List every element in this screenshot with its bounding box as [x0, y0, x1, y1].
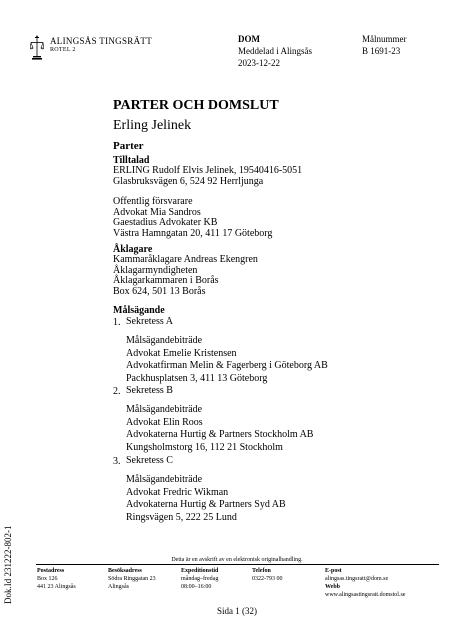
counsel-line: Målsägandebiträde [126, 335, 203, 346]
footer-value: Alingsås [108, 584, 129, 590]
counsel-line: Ringsvägen 5, 222 25 Lund [126, 511, 237, 523]
defender-line: Advokat Mia Sandros [113, 206, 201, 218]
page-title: PARTER OCH DOMSLUT [113, 98, 279, 113]
footer-postal-address [37, 567, 76, 591]
prosecutor-line: Åklagarmyndigheten [113, 264, 198, 276]
issued-at: Meddelad i Alingsås [238, 46, 312, 56]
plaintiffs-heading: Målsägande [113, 305, 165, 316]
footer-label: Postadress [37, 568, 65, 574]
footer-value: 08:00–16:00 [181, 584, 212, 590]
footer-divider [36, 564, 439, 565]
counsel-line: Advokatfirman Melin & Fagerberg i Göteborg AB [126, 360, 328, 371]
court-name: ALINGSÅS TINGSRÄTT [50, 36, 152, 46]
counsel-line: Packhusplatsen 3, 411 13 Göteborg [126, 372, 268, 384]
footer-phone [252, 567, 283, 583]
counsel-line: Advokaterna Hurtig & Partners Syd AB [126, 499, 286, 510]
prosecutor-line: Box 624, 501 13 Borås [113, 285, 206, 297]
defendant-line: ERLING Rudolf Elvis Jelinek, 19540416-5051 [113, 165, 303, 176]
plaintiff-number: 3. [113, 456, 121, 467]
document-id: Dok.Id 231222-802-1 [3, 525, 13, 604]
footer-contact [325, 567, 405, 599]
plaintiff-number: 1. [113, 317, 121, 328]
defendant-line: Glasbruksvägen 6, 524 92 Herrljunga [113, 175, 264, 187]
case-number-label: Målnummer [362, 34, 407, 44]
plaintiff-counsel-block [126, 475, 286, 523]
prosecutor-line: Kammaråklagare Andreas Ekengren [113, 254, 258, 265]
counsel-line: Kungsholmstorg 16, 112 21 Stockholm [126, 441, 283, 453]
defendant-block [113, 166, 302, 187]
counsel-line: Advokat Elin Roos [126, 416, 203, 428]
plaintiff-counsel-block [126, 405, 313, 453]
counsel-line: Advokat Fredric Wikman [126, 486, 229, 498]
case-number: B 1691-23 [362, 46, 401, 56]
footer-value: 0322-793 00 [252, 576, 283, 582]
counsel-line: Advokaterna Hurtig & Partners Stockholm AB [126, 429, 314, 440]
footer-label: E-post [325, 568, 342, 574]
document-type: DOM [238, 34, 260, 44]
counsel-line: Målsägandebiträde [126, 474, 203, 485]
defender-line: Offentlig försvarare [113, 196, 193, 207]
footer-label: Expeditionstid [181, 568, 219, 574]
footer-visiting-address [108, 567, 156, 591]
page-number: Sida 1 (32) [217, 606, 257, 616]
footer-label: Besöksadress [108, 568, 142, 574]
footer-value: Box 126 [37, 576, 58, 582]
footer-value: måndag–fredag [181, 576, 219, 582]
footer-value: 441 23 Alingsås [37, 584, 76, 590]
plaintiff-name: Sekretess A [126, 316, 173, 327]
prosecutor-block [113, 255, 258, 297]
issued-date: 2023-12-22 [238, 58, 280, 68]
parties-heading: Parter [113, 140, 144, 152]
court-unit: ROTEL 2 [50, 47, 76, 53]
footer-label: Webb [325, 584, 341, 590]
footer-value: Södra Ringgatan 23 [108, 576, 156, 582]
defender-line: Gaestadius Advokater KB [113, 217, 218, 228]
plaintiff-name: Sekretess C [126, 455, 173, 466]
prosecutor-line: Åklagarkammaren i Borås [113, 275, 219, 286]
counsel-line: Advokat Emelie Kristensen [126, 347, 237, 359]
plaintiff-number: 2. [113, 386, 121, 397]
footer-label: Telefon [252, 568, 271, 574]
defender-block [113, 197, 272, 239]
plaintiff-name: Sekretess B [126, 385, 173, 396]
footer-email[interactable]: alingsas.tingsratt@dom.se [325, 576, 389, 582]
court-crest-icon [30, 34, 44, 62]
prosecutor-heading: Åklagare [113, 244, 153, 255]
defendant-heading: Tilltalad [113, 155, 150, 166]
counsel-line: Målsägandebiträde [126, 404, 203, 415]
defender-line: Västra Hamngatan 20, 411 17 Göteborg [113, 227, 273, 239]
copy-note: Detta är en avskrift av en elektronisk originalhandling. [171, 557, 303, 563]
plaintiff-counsel-block [126, 336, 328, 384]
party-name: Erling Jelinek [113, 118, 192, 133]
footer-office-hours [181, 567, 218, 591]
footer-website[interactable]: www.alingsastingsratt.domstol.se [325, 592, 406, 598]
